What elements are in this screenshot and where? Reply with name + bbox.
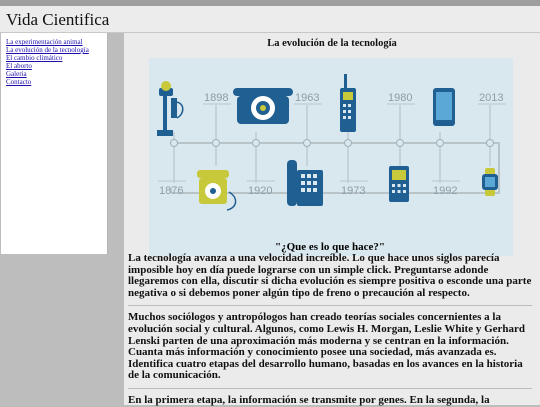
year-label-top-3: 1980: [388, 92, 413, 104]
article-paragraph-2: Muchos sociólogos y antropólogos han creado teorías sociales concernientes a la evolución social y cultural. Algunos, como Lewis H. Morgan, Leslie White y Gerhard Lenski parten de una aproximación más moderna y se centran en la información. Cuanta más información y conocimiento posee una sociedad, más avanzada es. Identifica cuatro etapas del desarrollo humano, basadas en los avances en la historia de la comunicación.: [128, 311, 526, 382]
sidebar-link-tecnologia[interactable]: La evolución de la tecnología: [6, 46, 89, 54]
article-paragraph-3: En la primera etapa, la información se transmite por genes. En la segunda, la: [128, 393, 490, 406]
sidebar-link-galeria[interactable]: Galeria: [6, 70, 27, 78]
wall-phone-icon: [197, 170, 236, 210]
year-label-top-4: 2013: [479, 92, 504, 104]
site-header: [0, 6, 540, 33]
divider: [128, 388, 532, 389]
page-title: La evolución de la tecnología: [267, 38, 397, 49]
cellphone-icon: [389, 166, 409, 202]
brick-phone-icon: [340, 74, 356, 132]
year-label-bottom-4: 1992: [433, 185, 458, 197]
site-title: Vida Cientifica: [6, 10, 110, 29]
divider: [128, 305, 532, 306]
sidebar-link-cambio-climatico[interactable]: El cambio climático: [6, 54, 63, 62]
article-question: "¿Que es lo que hace?": [275, 241, 385, 253]
sidebar-link-aborto[interactable]: El aborto: [6, 62, 32, 70]
sidebar-link-contacto[interactable]: Contacto: [6, 78, 32, 86]
rotary-phone-icon: [233, 88, 293, 124]
smartphone-icon: [433, 88, 455, 126]
year-label-top-2: 1963: [295, 92, 320, 104]
year-label-bottom-2: 1920: [248, 185, 273, 197]
year-label-top-1: 1898: [204, 92, 229, 104]
year-label-bottom-1: 1876: [159, 185, 184, 197]
timeline-image: [149, 58, 513, 256]
sidebar-link-list: [1, 33, 107, 86]
sidebar-link-experimentacion[interactable]: La experimentación animal: [6, 38, 83, 46]
desk-phone-icon: [287, 160, 323, 206]
sidebar: [1, 33, 108, 254]
year-label-bottom-3: 1973: [341, 185, 366, 197]
article-paragraph-1: La tecnología avanza a una velocidad increíble. Lo que hace unos siglos parecía imposible hoy en día puede lograrse con un simple click. Preguntarse adonde llegaremos con ella, discutir si dicha evolución es siempre positiva o esconde una parte negativa o si debemos poner algún tipo de freno o precaución al respecto.: [128, 252, 532, 299]
smartwatch-icon: [482, 168, 498, 196]
article-text: [128, 241, 532, 407]
candlestick-phone-icon: [157, 81, 183, 136]
